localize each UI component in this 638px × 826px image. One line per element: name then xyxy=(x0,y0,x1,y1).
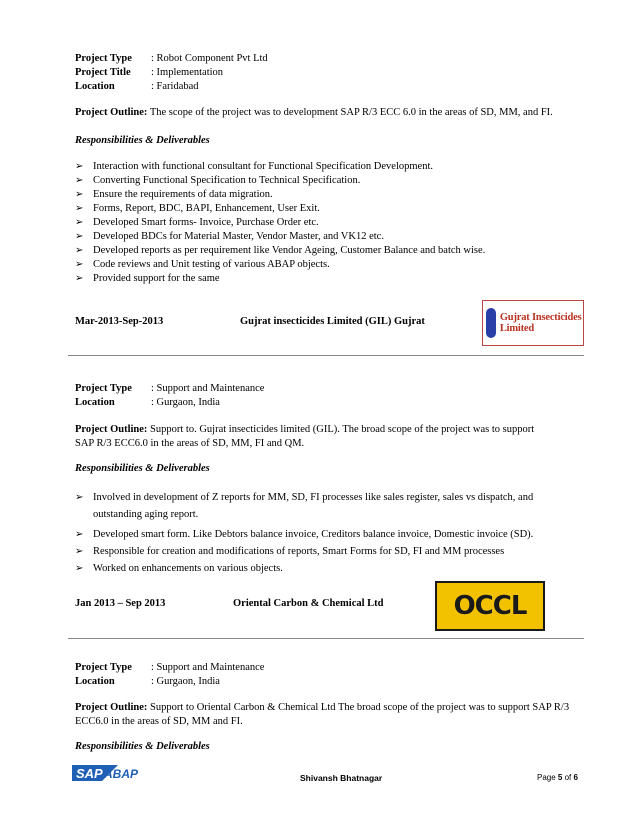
list-item: ➢ Forms, Report, BDC, BAPI, Enhancement, User Exit. xyxy=(75,202,585,216)
project-outline xyxy=(75,423,555,451)
responsibilities-list xyxy=(75,160,585,286)
project-outline-text: The scope of the project was to development SAP R/3 ECC 6.0 in the areas of SD, MM, and FI. xyxy=(147,107,553,118)
list-item: ➢ Developed smart form. Like Debtors balance invoice, Creditors balance invoice, Domestic invoice (SD). xyxy=(75,526,580,543)
page-current: 5 xyxy=(557,773,563,782)
project-outline xyxy=(75,701,575,729)
project-outline xyxy=(75,106,565,120)
project-type-row xyxy=(75,382,264,396)
footer-author: Shivansh Bhatnagar xyxy=(300,773,383,783)
project-type-value: : Support and Maintenance xyxy=(151,662,265,673)
responsibilities-heading: Responsibilities & Deliverables xyxy=(75,741,210,752)
project-type-row xyxy=(75,661,264,675)
responsibilities-heading: Responsibilities & Deliverables xyxy=(75,463,210,474)
list-item: ➢ Worked on enhancements on various objects. xyxy=(75,560,580,577)
job-period: Mar-2013-Sep-2013 xyxy=(75,316,164,327)
section-divider xyxy=(68,355,584,356)
abap-logo-text: ABAP xyxy=(104,767,139,781)
list-item: ➢ Developed Smart forms- Invoice, Purchase Order etc. xyxy=(75,216,585,230)
project-type-label: Project Type xyxy=(75,383,132,394)
list-item: ➢ Developed reports as per requirement like Vendor Ageing, Customer Balance and batch wise. xyxy=(75,244,585,258)
location-value: : Gurgaon, India xyxy=(151,676,220,687)
list-item: ➢ Provided support for the same xyxy=(75,272,585,286)
project-type-label: Project Type xyxy=(75,662,132,673)
occl-logo xyxy=(435,581,545,631)
job-period: Jan 2013 – Sep 2013 xyxy=(75,598,166,609)
project-type-row xyxy=(75,52,268,66)
sap-logo-text: SAP xyxy=(76,766,103,781)
project-outline-label: Project Outline: xyxy=(75,424,148,435)
location-row xyxy=(75,80,199,94)
list-item: ➢ Code reviews and Unit testing of various ABAP objects. xyxy=(75,258,585,272)
page-prefix: Page xyxy=(537,773,558,782)
list-item: ➢ Involved in development of Z reports for MM, SD, FI processes like sales register, sales vs dispatch, and outstanding aging report. xyxy=(75,489,580,523)
project-title-label: Project Title xyxy=(75,67,131,78)
location-label: Location xyxy=(75,81,115,92)
location-label: Location xyxy=(75,397,115,408)
project-type-label: Project Type xyxy=(75,53,132,64)
responsibilities-heading: Responsibilities & Deliverables xyxy=(75,135,210,146)
project-type-value: : Robot Component Pvt Ltd xyxy=(151,53,268,64)
gil-logo-text: Gujrat Insecticides Limited xyxy=(499,312,582,334)
project-outline-label: Project Outline: xyxy=(75,107,148,118)
job-company: Oriental Carbon & Chemical Ltd xyxy=(233,598,384,609)
location-label: Location xyxy=(75,676,115,687)
sap-abap-logo xyxy=(72,763,152,783)
page-number xyxy=(537,773,578,782)
list-item: ➢ Developed BDCs for Material Master, Vendor Master, and VK12 etc. xyxy=(75,230,585,244)
page-of: of xyxy=(562,773,574,782)
gil-seal-icon xyxy=(486,308,496,338)
location-row xyxy=(75,396,220,410)
section-divider xyxy=(68,638,584,639)
responsibilities-list xyxy=(75,489,580,577)
gil-logo xyxy=(482,300,584,346)
project-title-row xyxy=(75,66,223,80)
job-company: Gujrat insecticides Limited (GIL) Gujrat xyxy=(240,316,425,327)
occl-logo-text: OCCL xyxy=(453,591,527,621)
location-row xyxy=(75,675,220,689)
list-item: ➢ Interaction with functional consultant for Functional Specification Development. xyxy=(75,160,585,174)
location-value: : Gurgaon, India xyxy=(151,397,220,408)
project-outline-label: Project Outline: xyxy=(75,702,148,713)
project-outline-text: Support to Oriental Carbon & Chemical Ltd The broad scope of the project was to support SAP R/3 ECC6.0 in the areas of SD, MM and FI. xyxy=(75,702,570,727)
location-value: : Faridabad xyxy=(151,81,199,92)
project-title-value: : Implementation xyxy=(151,67,224,78)
list-item: ➢ Ensure the requirements of data migration. xyxy=(75,188,585,202)
list-item: ➢ Responsible for creation and modifications of reports, Smart Forms for SD, FI and MM processes xyxy=(75,543,580,560)
page-total: 6 xyxy=(573,773,578,782)
project-outline-text: Support to. Gujrat insecticides limited (GIL). The broad scope of the project was to support SAP R/3 ECC6.0 in the areas of SD, MM, FI and QM. xyxy=(75,424,535,449)
list-item: ➢ Converting Functional Specification to Technical Specification. xyxy=(75,174,585,188)
project-type-value: : Support and Maintenance xyxy=(151,383,265,394)
